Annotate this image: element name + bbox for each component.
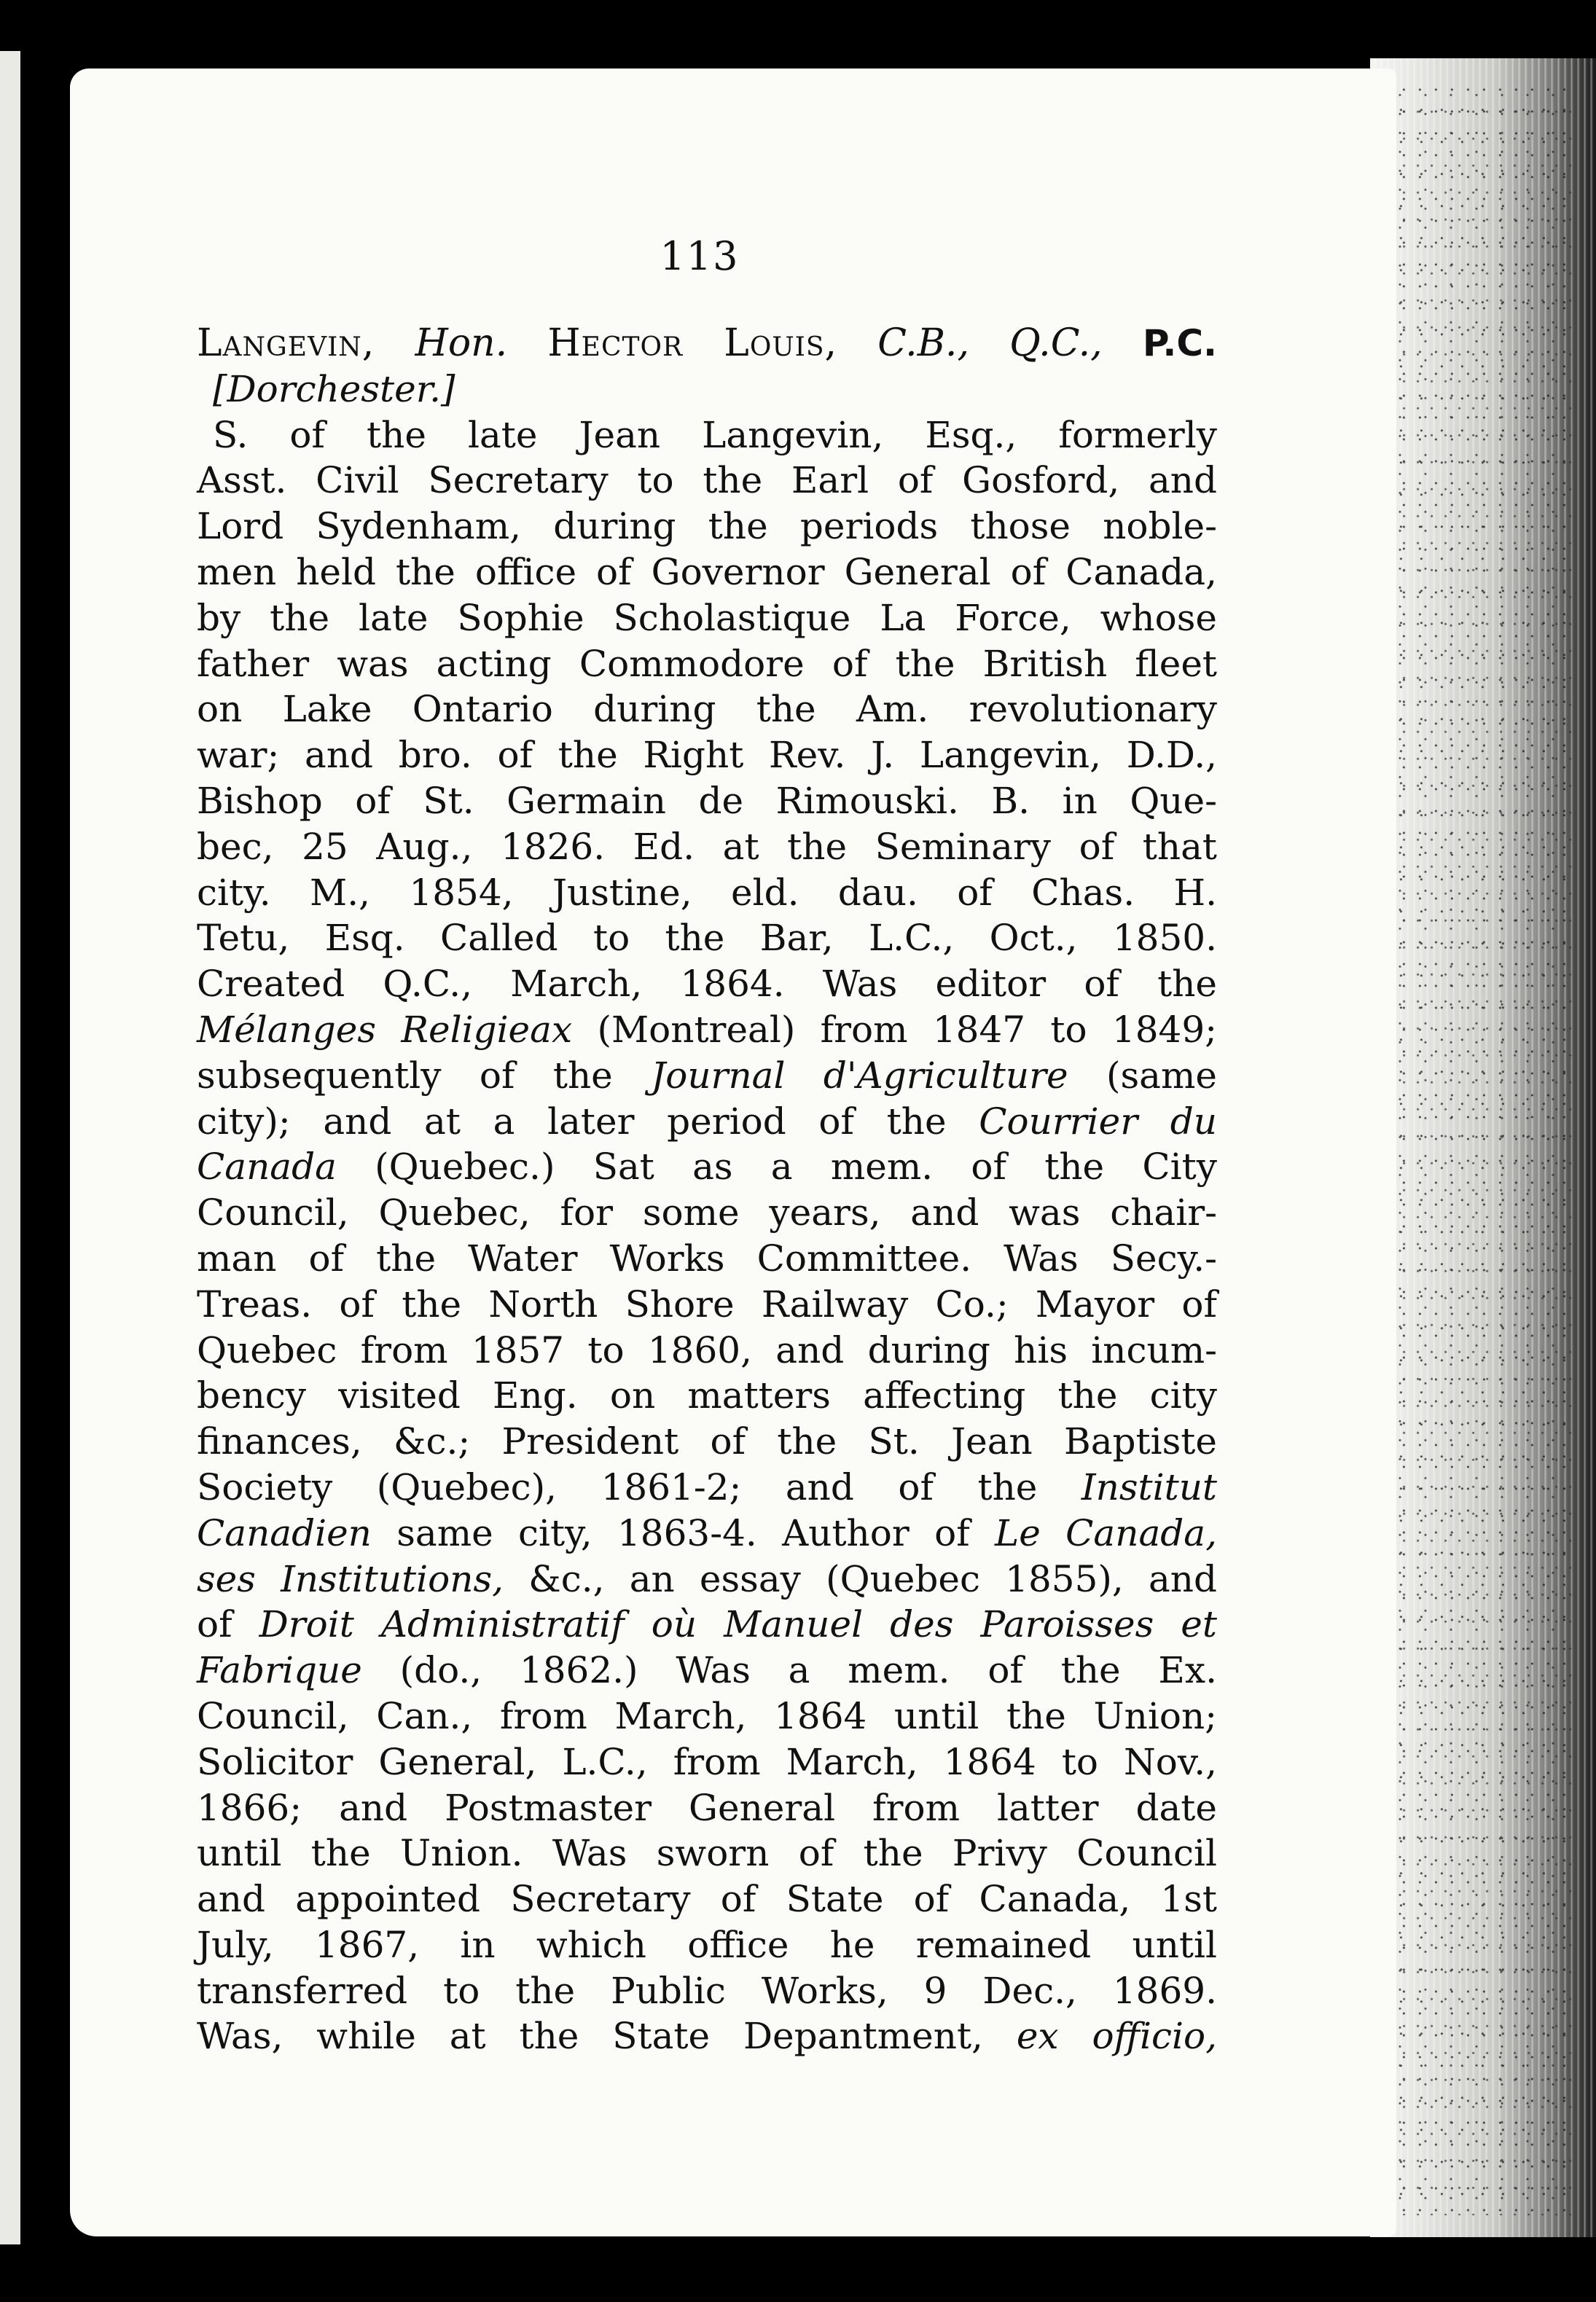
entry-line: Created Q.C., March, 1864. Was editor of the [197,963,1217,1006]
text-segment: (do., 1862.) Was a mem. of the Ex. [399,1649,1217,1692]
text-segment: of [197,1603,232,1646]
entry-line-droit [197,1602,1217,1648]
entry-surname: Langevin, [197,321,375,365]
page-number: 113 [660,233,740,279]
entry-line-institut [197,1465,1217,1511]
entry-line: finances, &c.; President of the St. Jean Baptiste [197,1420,1217,1463]
entry-line-canada [197,1144,1217,1190]
text-segment: subsequently of the [197,1054,613,1097]
title-journal: Journal d'Agriculture [651,1054,1068,1097]
entry-line: 1866; and Postmaster General from latter date [197,1786,1217,1829]
entry-line-melanges [197,1007,1217,1053]
page-edge-specks [1385,87,1574,2215]
title-courrier: Courrier du [979,1100,1217,1143]
title-canadien: Canadien [197,1511,372,1554]
text-segment: (same [1106,1054,1217,1097]
entry-line: Quebec from 1857 to 1860, and during his incum- [197,1328,1217,1371]
entry-line: city. M., 1854, Justine, eld. dau. of Chas. H. [197,871,1217,914]
entry-line: father was acting Commodore of the British fleet [197,642,1217,685]
entry-honours: C.B., Q.C., [877,321,1103,365]
entry-line: Tetu, Esq. Called to the Bar, L.C., Oct., 1850. [197,917,1217,960]
entry-line-final [197,2013,1217,2059]
entry-line: until the Union. Was sworn of the Privy Council [197,1832,1217,1875]
entry-privy-council: P.C. [1142,322,1218,364]
title-le-canada: Le Canada, [995,1511,1217,1554]
entry-line: by the late Sophie Scholastique La Force, whose [197,596,1217,639]
entry-line: Council, Quebec, for some years, and was chair- [197,1191,1217,1234]
title-droit: Droit Administratif où Manuel des Paroisses et [259,1603,1217,1646]
entry-line: Council, Can., from March, 1864 until the Union; [197,1694,1217,1737]
text-segment: same city, 1863-4. Author of [396,1511,970,1554]
entry-line-canadien [197,1511,1217,1557]
biography-entry [197,321,1217,2059]
entry-line-fabrique [197,1648,1217,1694]
entry-line: men held the office of Governor General of Canada, [197,550,1217,593]
entry-prefix: Hon. [415,321,508,365]
entry-line: Bishop of St. Germain de Rimouski. B. in Que- [197,779,1217,822]
title-institut: Institut [1081,1465,1217,1508]
facing-page-edge [0,51,20,2244]
text-segment: Was, while at the State Depantment, [197,2015,983,2058]
entry-line: bec, 25 Aug., 1826. Ed. at the Seminary of that [197,825,1217,868]
title-fabrique: Fabrique [197,1649,362,1692]
text-segment: &c., an essay (Quebec 1855), and [528,1557,1218,1600]
entry-line: July, 1867, in which office he remained until [197,1923,1217,1966]
entry-line: S. of the late Jean Langevin, Esq., formerly [213,413,1217,456]
entry-line-courrier [197,1099,1217,1145]
title-ses-institutions: ses Institutions, [197,1557,504,1600]
entry-line-journal [197,1053,1217,1099]
entry-line: bency visited Eng. on matters affecting the city [197,1374,1217,1417]
entry-line: Treas. of the North Shore Railway Co.; Mayor of [197,1283,1217,1326]
entry-line: Asst. Civil Secretary to the Earl of Gosford, and [197,459,1217,502]
entry-line: and appointed Secretary of State of Canada, 1st [197,1878,1217,1921]
entry-line: war; and bro. of the Right Rev. J. Langevin, D.D., [197,734,1217,777]
entry-heading [197,321,1217,367]
constituency-text: [Dorchester.] [213,367,455,410]
text-segment: city); and at a later period of the [197,1100,947,1143]
entry-line: on Lake Ontario during the Am. revolutionary [197,688,1217,731]
entry-given-names: Hector Louis, [547,321,838,365]
text-segment: (Montreal) from 1847 to 1849; [597,1008,1217,1051]
entry-line-ses [197,1557,1217,1602]
title-canada: Canada [197,1146,337,1189]
entry-line: Solicitor General, L.C., from March, 1864 to Nov., [197,1740,1217,1783]
text-segment: (Quebec.) Sat as a mem. of the City [375,1146,1217,1189]
entry-line: man of the Water Works Committee. Was Secy.- [197,1237,1217,1280]
entry-line: transferred to the Public Works, 9 Dec., 1869. [197,1969,1217,2012]
title-melanges: Mélanges Religieax [197,1008,573,1051]
phrase-ex-officio: ex officio, [1016,2015,1217,2058]
entry-constituency [197,367,1217,412]
entry-line: Lord Sydenham, during the periods those noble- [197,505,1217,548]
text-segment: Society (Quebec), 1861-2; and of the [197,1465,1038,1508]
